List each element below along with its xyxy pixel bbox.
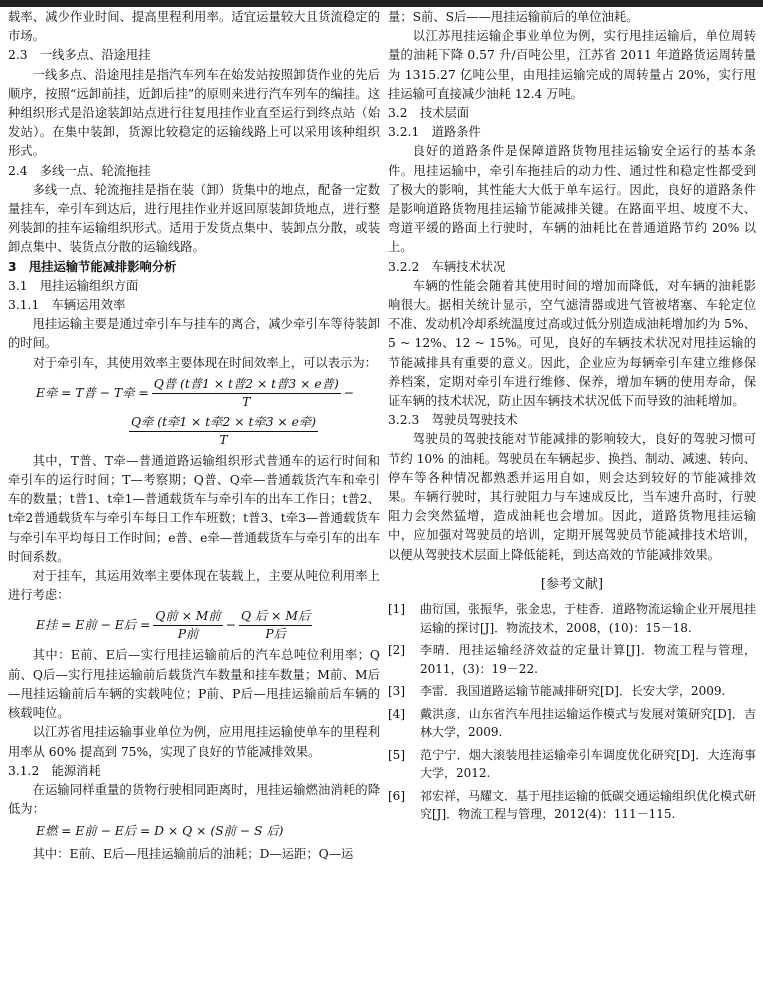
denominator: P前	[177, 627, 199, 642]
paragraph: 车辆的性能会随着其使用时间的增加而降低，对车辆的油耗影响很大。据相关统计显示，空气滤清器或进气管被堵塞、车轮定位不准、发动机冷却系统温度过高或过低分别造成油耗增加约为 5%、5 ~ 12%、12 ~ 15%。可见，良好的车辆技术状况对甩挂运输的节能减排具有重要的意义。因此，企业应为每辆牵引车建立维修保养档案，定期对牵引车进行维修、保养，增加车辆的使用寿命，保证车辆的技术状况，防止因车辆技术状况低下而导致的油耗增加。	[388, 278, 756, 409]
right-column	[388, 8, 756, 828]
paragraph: 以江苏甩挂运输企事业单位为例，实行甩挂运输后，单位周转量的油耗下降 0.57 升/百吨公里，江苏省 2011 年道路货运周转量为 1315.27 亿吨公里，由甩挂运输完成的周转量占 20%，实行甩挂运输可直接减少油耗 12.4 万吨。	[388, 29, 756, 101]
reference-text: 李晴．甩挂运输经济效益的定量计算[J]．物流工程与管理，2011，(3)：19－22.	[420, 643, 756, 676]
paragraph: 其中，T普、T牵—普通道路运输组织形式普通车的运行时间和牵引车的运行时间；T—考察期；Q普、Q牵—普通载货汽车和牵引车的数量；t普1、t牵1—普通载货车与牵引车的出车工作日；t普2、t牵2普通载货车与牵引车每日工作车班数；t普3、t牵3—普通载货车与牵引车平均每日工作时间；e普、e牵—普通载货车与牵引车的出车时间系数。	[8, 453, 380, 564]
reference-text: 曲衍国，张振华，张金忠，于桂香．道路物流运输企业开展甩挂运输的探讨[J]．物流技术，2008，(10)：15－18.	[420, 602, 757, 635]
section-heading-3-1-1: 3.1.1 车辆运用效率	[8, 298, 126, 313]
denominator: P后	[265, 627, 286, 642]
section-heading-2-4: 2.4 多线一点、轮流拖挂	[8, 163, 151, 178]
paragraph: 其中：E前、E后—实行甩挂运输前后的汽车总吨位利用率；Q前、Q后—实行甩挂运输前后载货汽车数量和挂车数量；M前、M后—甩挂运输前后车辆的实载吨位；P前、P后—甩挂运输前后车辆的核载吨位。	[8, 648, 380, 721]
page-header-bar	[0, 0, 763, 7]
reference-number: [5]	[388, 747, 405, 762]
numerator: Q牵 (t牵1 × t牵2 × t牵3 × e牵)	[129, 414, 318, 432]
reference-text: 范宁宁．烟大滚装甩挂运输牵引车调度优化研究[D]．大连海事大学，2012.	[420, 747, 756, 781]
paragraph: 在运输同样重量的货物行驶相同距离时，甩挂运输燃油消耗的降低为：	[8, 782, 380, 817]
section-heading-3-2: 3.2 技术层面	[388, 106, 470, 121]
equation-tractor-efficiency	[8, 376, 380, 449]
numerator: Q前 × M前	[153, 608, 222, 626]
paragraph: 对于牵引车，其使用效率主要体现在时间效率上，可以表示为：	[32, 355, 377, 370]
reference-text: 戴洪彦．山东省汽车甩挂运输运作模式与发展对策研究[D]．吉林大学，2009.	[420, 706, 756, 740]
paragraph: 驾驶员的驾驶技能对节能减排的影响较大，良好的驾驶习惯可节约 10% 的油耗。驾驶员在车辆起步、换挡、制动、减速、转向、停车等各种情况都熟悉并运用自如，则会达到较好的节能减排效果。车辆行驶时，其行驶阻力与车速成反比，当车速升高时，行驶阻力会突然猛增，造成油耗也会增加。因此，道路货物甩挂运输中，应加强对驾驶员的培训，定期开展驾驶员节能减排技术培训，以便从驾驶技术层面上降低能耗，到达高效的节能减排效果。	[388, 432, 756, 562]
numerator: Q 后 × M后	[239, 608, 312, 626]
equation-fuel-reduction: E燃 = E前 − E后 = D × Q × (S前 − S 后)	[36, 824, 284, 839]
left-column	[8, 8, 380, 864]
reference-text: 李雷．我国道路运输节能减排研究[D]．长安大学，2009.	[420, 684, 726, 699]
paragraph: 甩挂运输主要是通过牵引车与挂车的离合，减少牵引车等待装卸的时间。	[8, 317, 380, 351]
minus-sign: −	[225, 618, 236, 633]
reference-number: [1]	[388, 602, 405, 617]
fraction	[239, 608, 312, 643]
paragraph: 对于挂车，其运用效率主要体现在装载上，主要从吨位利用率上进行考虑：	[8, 569, 380, 603]
section-heading-3-2-2: 3.2.2 车辆技术状况	[388, 259, 506, 274]
fraction	[153, 608, 222, 643]
references-title: [参考文献]	[540, 576, 604, 592]
section-heading-3-2-1: 3.2.1 道路条件	[388, 125, 481, 140]
section-heading-3: 3 甩挂运输节能减排影响分析	[8, 259, 177, 274]
denominator: T	[219, 432, 228, 447]
section-heading-3-1-2: 3.1.2 能源消耗	[8, 763, 101, 778]
fraction	[152, 376, 341, 411]
fraction	[129, 414, 318, 449]
reference-text: 祁宏祥，马耀文．基于甩挂运输的低碳交通运输组织优化模式研究[J]．物流工程与管理，2012(4)：111－115.	[420, 788, 757, 822]
section-heading-2-3: 2.3 一线多点、沿途甩挂	[8, 48, 151, 63]
equation-lhs: E挂 = E前 − E后 =	[36, 618, 151, 633]
paragraph: 量；S前、S后——甩挂运输前后的单位油耗。	[388, 10, 639, 24]
paragraph: 良好的道路条件是保障道路货物甩挂运输安全运行的基本条件。甩挂运输中，牵引车拖挂后的动力性、通过性和稳定性都受到了极大的影响，其性能大大低于单车运行。因此，良好的道路条件是影响道路货物甩挂运输节能减排关键。在路面平坦、坡度不大、弯道平缓的路面上行驶时，车辆的油耗比在普通道路节约 20% 以上。	[388, 144, 756, 255]
denominator: T	[242, 394, 251, 409]
reference-item	[388, 641, 756, 678]
paragraph: 多线一点、轮流拖挂是指在装（卸）货集中的地点，配备一定数量挂车，牵引车到达后，进行甩挂作业并返回原装卸货地点，进行整列装卸的挂车运输组织形式。适用于发货点集中、装卸点分散，或装卸点集中、装货点分散的运输线路。	[8, 182, 380, 255]
reference-number: [2]	[388, 643, 405, 658]
paragraph: 以江苏省甩挂运输事业单位为例，应用甩挂运输使单车的里程利用率从 60% 提高到 75%，实现了良好的节能减排效果。	[8, 725, 380, 759]
reference-number: [3]	[388, 684, 405, 699]
paragraph: 一线多点、沿途甩挂是指汽车列车在始发站按照卸货作业的先后顺序，按照“远卸前挂，近卸后挂”的原则来进行汽车列车的编挂。这种组织形式是沿途装卸站点进行往复甩挂作业直至运行到终点站（始发站）。在集中装卸，货源比较稳定的运输线路上可以采用该种组织形式。	[8, 67, 380, 159]
equation-trailer-efficiency	[36, 608, 380, 643]
section-heading-3-1: 3.1 甩挂运输组织方面	[8, 278, 139, 293]
section-heading-3-2-3: 3.2.3 驾驶员驾驶技术	[388, 413, 518, 428]
reference-item	[388, 787, 756, 824]
numerator: Q普 (t普1 × t普2 × t普3 × e普)	[152, 376, 341, 394]
reference-item	[388, 746, 756, 783]
equation-lhs: E牵 = T普 − T牵 =	[36, 385, 149, 400]
reference-list	[388, 600, 756, 824]
minus-sign: −	[343, 385, 355, 400]
reference-number: [4]	[388, 706, 405, 721]
reference-item	[388, 600, 756, 637]
paragraph: 载率、减少作业时间、提高里程利用率。适宜运量较大且货流稳定的市场。	[8, 10, 380, 44]
paragraph: 其中：E前、E后—甩挂运输前后的油耗；D—运距；Q—运	[32, 846, 354, 861]
reference-item	[388, 705, 756, 742]
reference-number: [6]	[388, 788, 405, 803]
reference-item	[388, 682, 756, 701]
